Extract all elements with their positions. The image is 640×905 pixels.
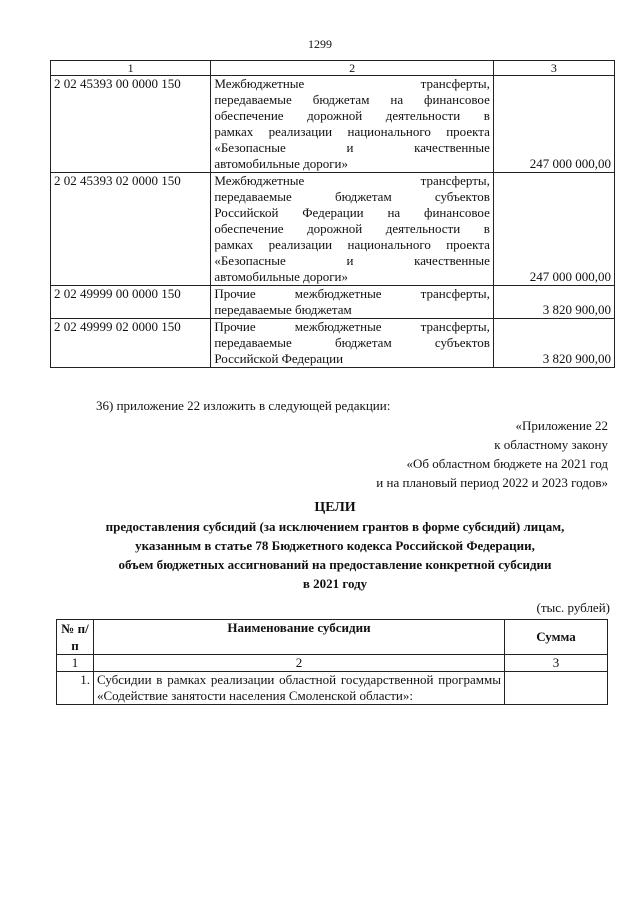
description-line: Межбюджетные трансферты, — [214, 173, 490, 188]
description-line: Межбюджетные трансферты, — [214, 76, 490, 91]
description-line: «Безопасные и качественные — [214, 253, 490, 268]
amount: 247 000 000,00 — [493, 76, 614, 173]
description — [211, 286, 494, 319]
subsidy-name-line: «Содействие занятости населения Смоленской области»: — [97, 688, 414, 703]
description-line: автомобильные дороги» — [214, 269, 349, 284]
table-row — [51, 286, 615, 319]
subsidy-table — [56, 619, 608, 705]
title-line: в 2021 году — [302, 576, 368, 591]
description — [211, 76, 494, 173]
title-line: указанным в статье 78 Бюджетного кодекса Российской Федерации, — [135, 538, 535, 553]
title-heading: ЦЕЛИ — [314, 500, 356, 515]
table-row — [51, 173, 615, 286]
appendix-reference — [376, 416, 608, 492]
title-line: объем бюджетных ассигнований на предоставление конкретной субсидии — [118, 557, 552, 572]
table-header-row — [57, 620, 608, 655]
description-line: Российской Федерации — [214, 351, 344, 366]
description-line: Российской Федерации на финансовое — [214, 205, 490, 220]
appendix-line: «Приложение 22 — [515, 418, 608, 433]
appendix-line: и на плановый период 2022 и 2023 годов» — [376, 475, 608, 490]
table-row — [57, 672, 608, 705]
index-col-3: 3 — [505, 655, 608, 672]
description-line: обеспечение дорожной деятельности в — [214, 108, 490, 123]
amount: 3 820 900,00 — [493, 286, 614, 319]
title-line: предоставления субсидий (за исключением грантов в форме субсидий) лицам, — [105, 519, 565, 534]
header-col-3: 3 — [493, 61, 614, 76]
header-sum: Сумма — [505, 620, 608, 655]
amount: 3 820 900,00 — [493, 319, 614, 368]
description-line: Прочие межбюджетные трансферты, — [214, 286, 490, 301]
description-line: передаваемые бюджетам — [214, 302, 352, 317]
budget-code: 2 02 45393 02 0000 150 — [51, 173, 211, 286]
header-col-1: 1 — [51, 61, 211, 76]
description-line: передаваемые бюджетам на финансовое — [214, 92, 490, 107]
header-number: № п/п — [57, 620, 94, 655]
description-line: рамках реализации национального проекта — [214, 237, 490, 252]
description-line: обеспечение дорожной деятельности в — [214, 221, 490, 236]
header-col-2: 2 — [211, 61, 494, 76]
subsidy-name-line: Субсидии в рамках реализации областной государственной программы — [97, 672, 501, 687]
budget-code: 2 02 49999 02 0000 150 — [51, 319, 211, 368]
amendment-paragraph: 36) приложение 22 изложить в следующей редакции: — [96, 398, 391, 413]
table-row — [51, 319, 615, 368]
header-name: Наименование субсидии — [94, 620, 505, 655]
subsidy-name — [94, 672, 505, 705]
budget-code: 2 02 45393 00 0000 150 — [51, 76, 211, 173]
description — [211, 319, 494, 368]
description-line: автомобильные дороги» — [214, 156, 349, 171]
amount: 247 000 000,00 — [493, 173, 614, 286]
table-row — [51, 76, 615, 173]
document-title — [40, 498, 630, 593]
page-number: 1299 — [308, 37, 332, 51]
appendix-line: «Об областном бюджете на 2021 год — [406, 456, 608, 471]
description-line: «Безопасные и качественные — [214, 140, 490, 155]
table-index-row — [57, 655, 608, 672]
index-col-1: 1 — [57, 655, 94, 672]
index-col-2: 2 — [94, 655, 505, 672]
description-line: Прочие межбюджетные трансферты, — [214, 319, 490, 334]
description-line: передаваемые бюджетам субъектов — [214, 335, 490, 350]
units-label: (тыс. рублей) — [536, 600, 610, 615]
table-header-row — [51, 61, 615, 76]
description — [211, 173, 494, 286]
budget-code: 2 02 49999 00 0000 150 — [51, 286, 211, 319]
revenue-table — [50, 60, 615, 368]
description-line: рамках реализации национального проекта — [214, 124, 490, 139]
row-number: 1. — [57, 672, 94, 705]
subsidy-sum — [505, 672, 608, 705]
appendix-line: к областному закону — [494, 437, 608, 452]
description-line: передаваемые бюджетам субъектов — [214, 189, 490, 204]
